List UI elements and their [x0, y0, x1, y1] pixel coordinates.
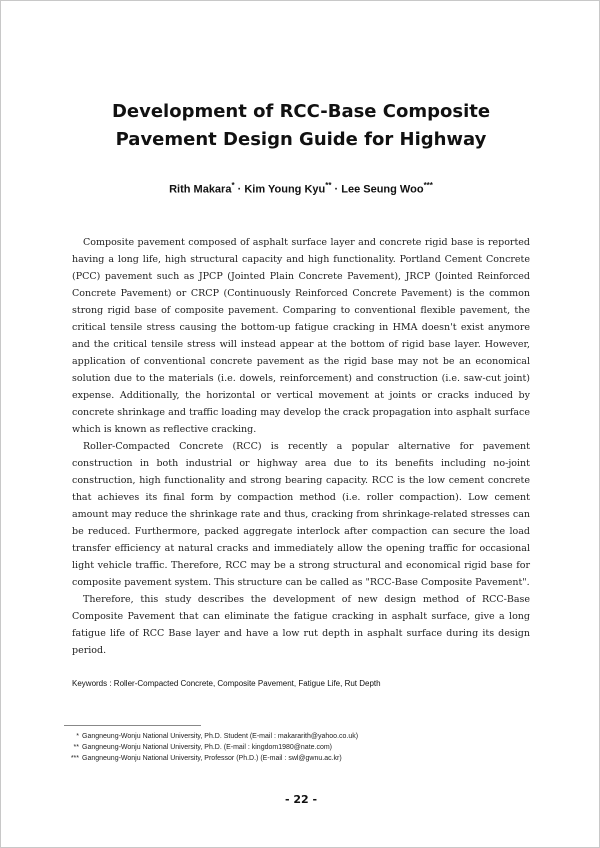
footnote-text: Gangneung-Wonju National University, Ph.D. (E-mail : kingdom1980@nate.com) — [82, 744, 333, 751]
footnote — [63, 753, 533, 764]
author-separator: · — [331, 183, 342, 196]
author-name: Lee Seung Woo — [341, 183, 424, 196]
footnote-text: Gangneung-Wonju National University, Professor (Ph.D.) (E-mail : swl@gwnu.ac.kr) — [82, 755, 342, 762]
paper-title — [1, 98, 600, 154]
footnote-text: Gangneung-Wonju National University, Ph.D. Student (E-mail : makararith@yahoo.co.uk) — [82, 733, 359, 740]
title-line-2: Pavement Design Guide for Highway — [115, 129, 487, 150]
author-separator: · — [234, 183, 245, 196]
author-list — [1, 181, 600, 196]
footnote — [63, 731, 533, 742]
author-mark: *** — [423, 181, 433, 190]
author-mark: * — [231, 181, 235, 190]
author-name: Rith Makara — [169, 183, 232, 196]
footnote-mark: *** — [70, 755, 79, 762]
abstract-paragraph: Roller-Compacted Concrete (RCC) is recently a popular alternative for pavement construction in both industrial or highway area due to its benefits including no-joint construction, high functionality and strong bearing capacity. RCC is the low cement concrete that achieves its final form by compaction method (i.e. roller compaction). Low cement amount may reduce the shrinkage rate and thus, cracking from shrinkage-related stresses can be reduced. Furthermore, packed aggregate interlock after compaction can secure the load transfer efficiency at natural cracks and immediately allow the opening traffic for occasional light vehicle traffic. Therefore, RCC may be a strong structural and economical rigid base for composite pavement system. This structure can be called as "RCC-Base Composite Pavement". — [72, 441, 530, 588]
author-mark: ** — [325, 181, 332, 190]
footnotes — [63, 731, 533, 764]
title-line-1: Development of RCC-Base Composite — [111, 101, 491, 122]
abstract-paragraph: Therefore, this study describes the development of new design method of RCC-Base Composite Pavement that can eliminate the fatigue cracking in asphalt surface, give a long fatigue life of RCC Base layer and have a low rut depth in asphalt surface during its design period. — [72, 594, 530, 656]
footnote-mark: ** — [73, 744, 79, 751]
footnote-mark: * — [76, 733, 79, 740]
abstract — [72, 234, 530, 659]
footnote-divider — [64, 725, 201, 726]
author-name: Kim Young Kyu — [244, 183, 326, 196]
keywords: Keywords : Roller-Compacted Concrete, Composite Pavement, Fatigue Life, Rut Depth — [72, 679, 381, 688]
footnote — [63, 742, 533, 753]
page-number: - 22 - — [284, 793, 318, 806]
abstract-paragraph: Composite pavement composed of asphalt surface layer and concrete rigid base is reported having a long life, high structural capacity and high functionality. Portland Cement Concrete (PCC) pavement such as JPCP (Jointed Plain Concrete Pavement), JRCP (Jointed Reinforced Concrete Pavement) or CRCP (Continuously Reinforced Concrete Pavement) is the common strong rigid base of composite pavement. Comparing to conventional flexible pavement, the critical tensile stress causing the bottom-up fatigue cracking in HMA doesn't exist anymore and the critical tensile stress will instead appear at the bottom of rigid base layer. However, application of conventional concrete pavement as the rigid base may not be an economical solution due to the materials (i.e. dowels, reinforcement) and construction (i.e. saw-cut joint) expense. Additionally, the horizontal or vertical movement at joints or cracks induced by concrete shrinkage and traffic loading may develop the crack propagation into asphalt surface which is known as reflective cracking. — [72, 237, 530, 435]
